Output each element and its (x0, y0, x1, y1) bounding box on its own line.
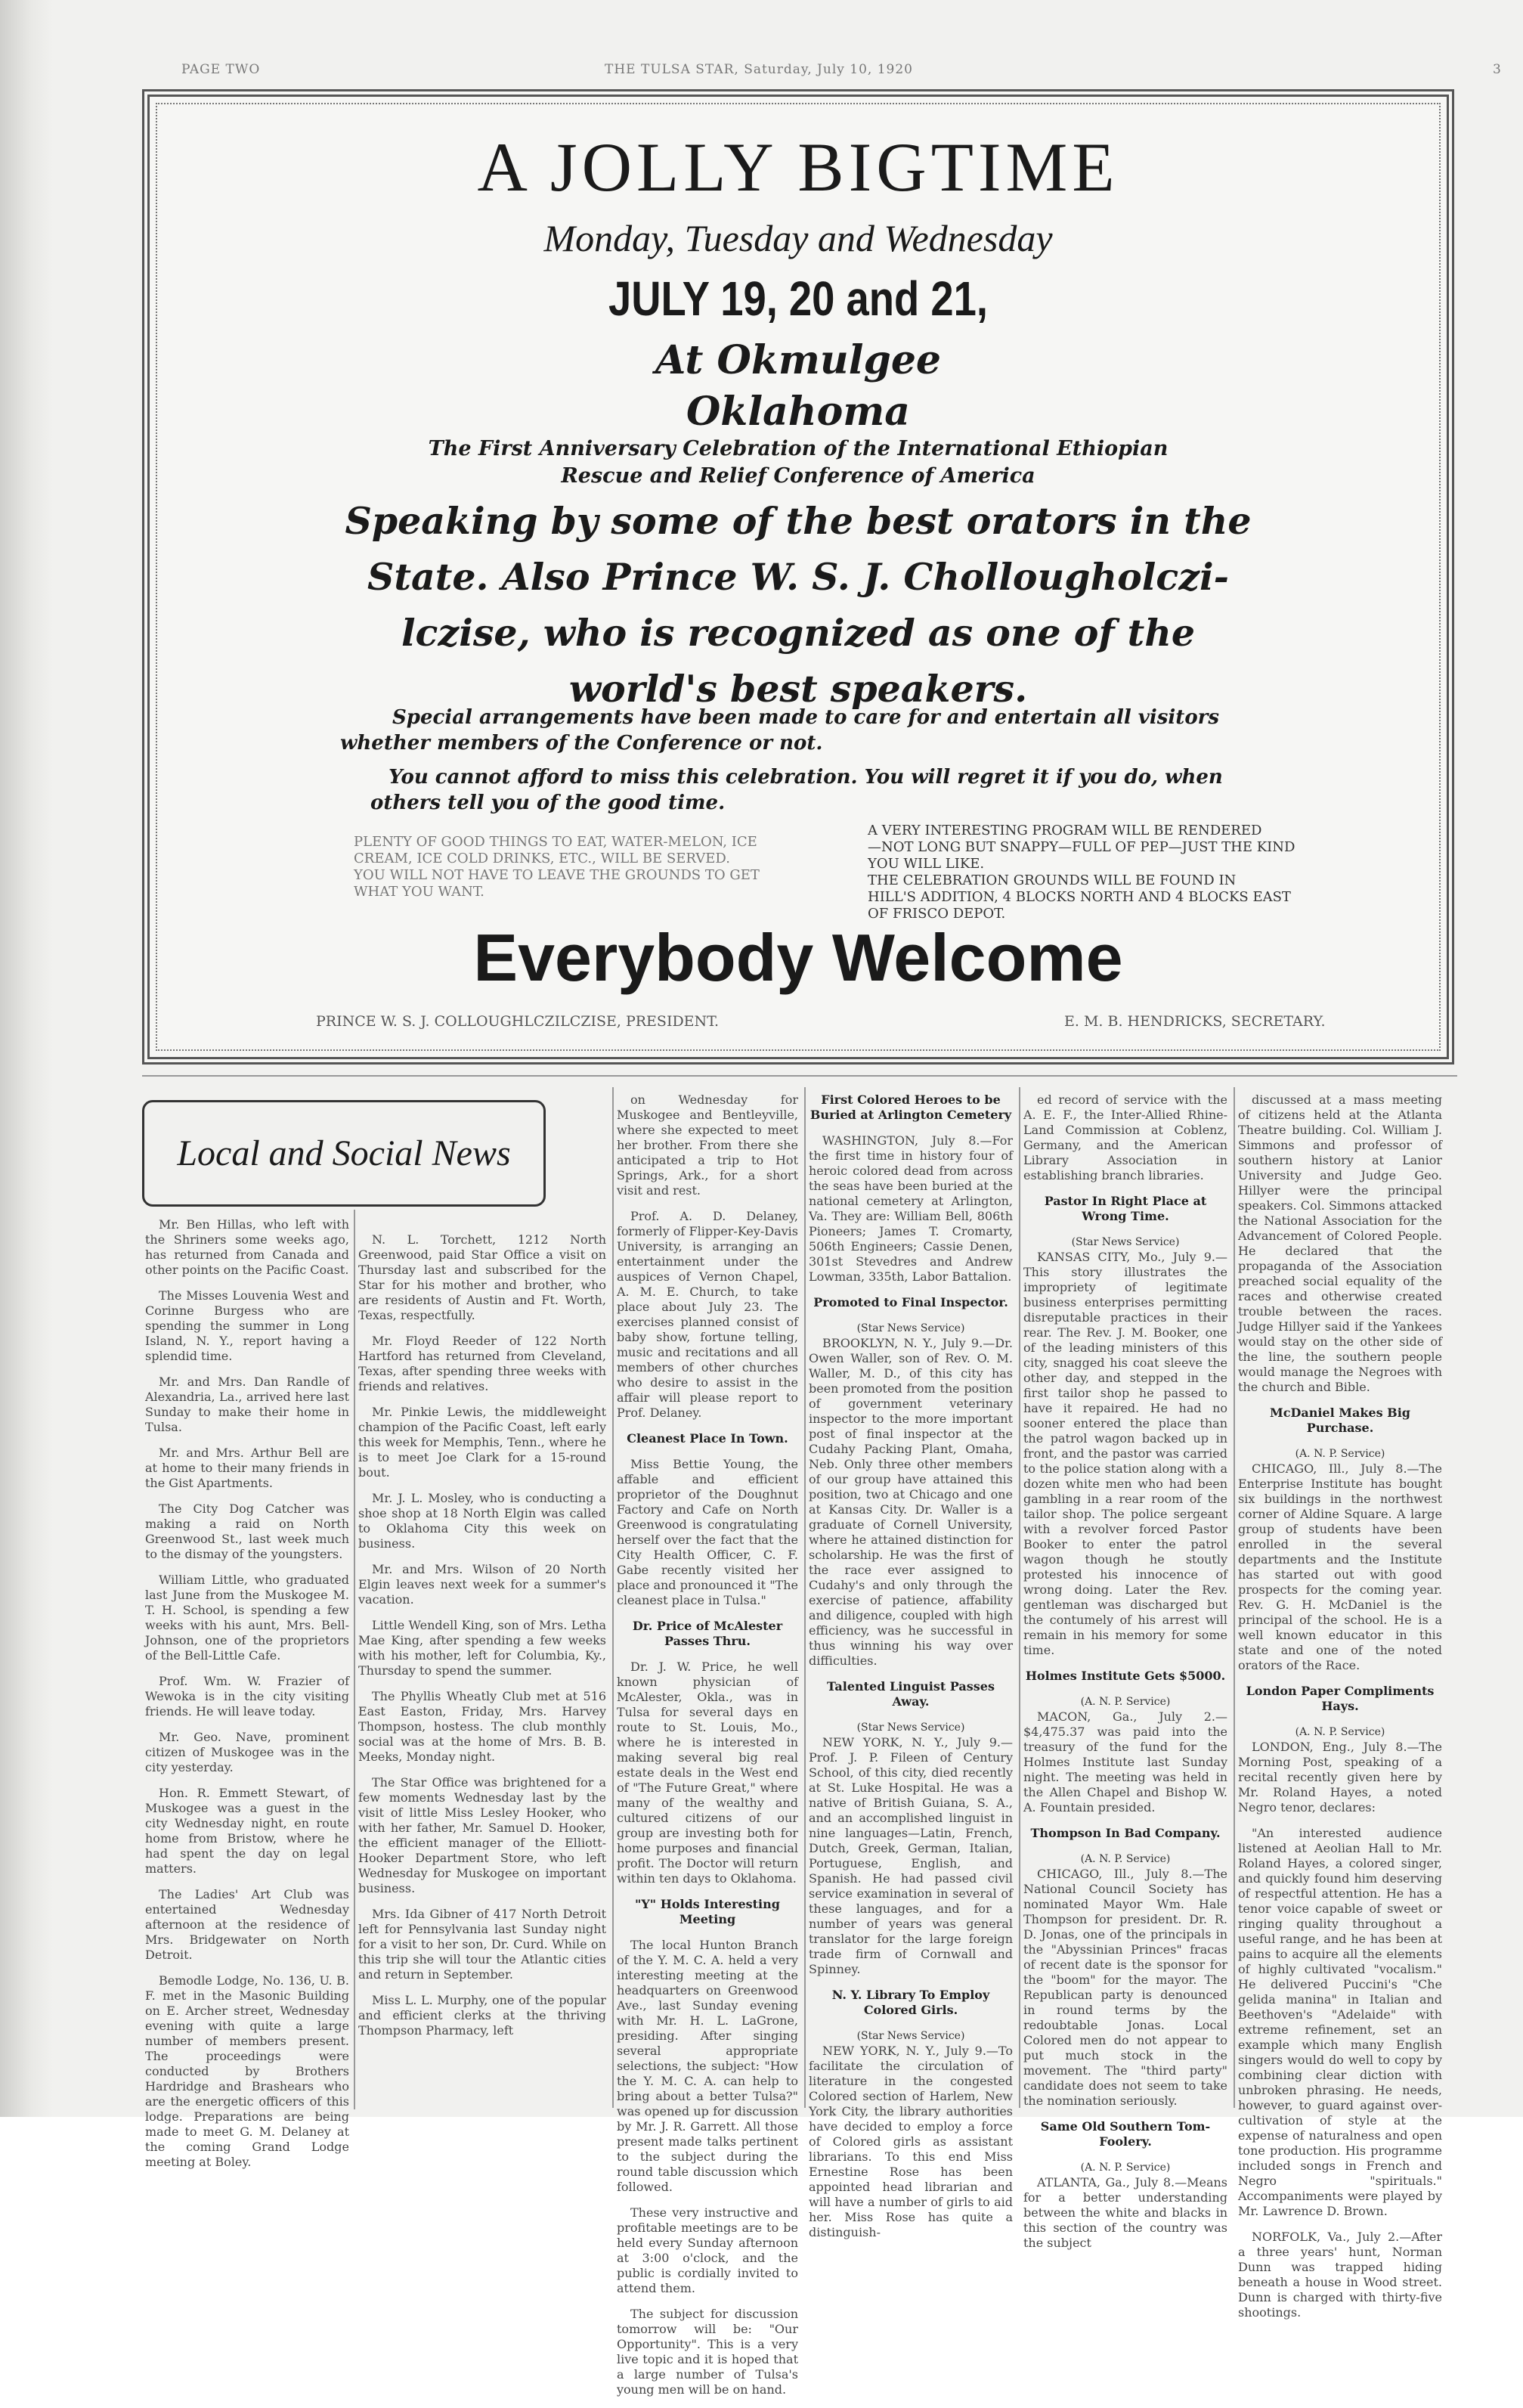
ad-occasion-line2: Rescue and Relief Conference of America (561, 464, 1035, 488)
article-paragraph: LONDON, Eng., July 8.—The Morning Post, speaking of a recital recently given here by Mr. Roland Hayes, a noted Negro tenor, declares: (1238, 1740, 1442, 1815)
article-paragraph: Mr. and Mrs. Wilson of 20 North Elgin leaves next week for a summer's vacation. (358, 1562, 606, 1607)
ad-speaking (150, 493, 1447, 717)
article-paragraph: NEW YORK, N. Y., July 9.—To facilitate the circulation of literature in the congested Colored section of Harlem, New York City, the library authorities have decided to employ a force of Colored girls as assistant librarians. To this end Miss Ernestine Rose has been appointed head librarian and will have a number of girls to aid her. Miss Rose has quite a distinguish- (809, 2044, 1013, 2239)
column-rule (1234, 1087, 1235, 2108)
ad-days: Monday, Tuesday and Wednesday (543, 217, 1053, 259)
article-paragraph: Mr. Geo. Nave, prominent citizen of Muskogee was in the city yesterday. (145, 1730, 349, 1774)
article-paragraph: CHICAGO, Ill., July 8.—The Enterprise Institute has bought six buildings in the northwest corner of Aldine Square. A large group of students have been enrolled in the several departments and the Institute has started out with good prospects for the coming year. Rev. G. H. McDaniel is the principal of the school. He is a well known educator in this state and one of the noted orators of the Race. (1238, 1461, 1442, 1672)
article-headline: N. Y. Library To Employ Colored Girls. (831, 1988, 990, 2017)
article-paragraph: Mr. J. L. Mosley, who is conducting a shoe shop at 18 North Elgin was called to Oklahoma City this week on business. (358, 1491, 606, 1551)
article-headline: London Paper Compliments Hays. (1246, 1684, 1435, 1713)
article-headline: Holmes Institute Gets $5000. (1025, 1669, 1226, 1683)
article-paragraph: The Star Office was brightened for a few moments Wednesday last by the visit of little Miss Lesley Hooker, who with her father, Mr. Samuel D. Hooker, the efficient manager of the Elliott-Hooker Department Store, who left Wednesday for Muskogee on important business. (358, 1775, 606, 1895)
article-headline: Cleanest Place In Town. (627, 1431, 788, 1446)
article-paragraph: Prof. A. D. Delaney, formerly of Flipper-Key-Davis University, is arranging an entertainment under the auspices of Vernon Chapel, A. M. E. Church, to take place about July 23. The exercises planned consist of baby show, fortune telling, music and recitations and all members of other churches who desire to assist in the affair will please report to Prof. Delaney. (617, 1209, 798, 1420)
column-rule (354, 1210, 355, 2109)
article-paragraph: on Wednesday for Muskogee and Bentleyville, where she expected to meet her brother. From there she anticipated a trip to Hot Springs, Ark., for a short visit and rest. (617, 1092, 798, 1198)
article-paragraph: ed record of service with the A. E. F., the Inter-Allied Rhine-Land Commission at Coblenz, Germany, and the American Library Association in establishing branch libraries. (1023, 1092, 1227, 1182)
article-paragraph: The Phyllis Wheatly Club met at 516 East Easton, Friday, Mrs. Harvey Thompson, hostess. The club monthly social was at the home of Mrs. B. B. Meeks, Monday night. (358, 1689, 606, 1764)
column-rule (804, 1087, 806, 2108)
news-service-credit: (Star News Service) (1071, 1236, 1180, 1248)
ad-speaking-line1: Speaking by some of the best orators in the (345, 499, 1252, 543)
article-paragraph: MACON, Ga., July 2.—$4,475.37 was paid into the treasury of the fund for the Holmes Institute last Sunday night. The meeting was held in the Allen Chapel and Bishop W. A. Fountain presided. (1023, 1709, 1227, 1815)
ad-program-line: YOU WILL LIKE. (868, 856, 985, 872)
news-column-5 (1023, 1092, 1227, 2261)
news-service-credit: (Star News Service) (856, 2030, 965, 2042)
article-paragraph: These very instructive and profitable meetings are to be held every Sunday afternoon at 3:00 o'clock, and the public is cordially invited to attend them. (617, 2205, 798, 2295)
ad-miss-line2: others tell you of the good time. (370, 792, 726, 814)
article-paragraph: BROOKLYN, N. Y., July 9.—Dr. Owen Waller, son of Rev. O. M. Waller, M. D., of this city has been promoted from the position of government veterinary inspector to the more important post of final inspector at the Cudahy Packing Plant, Omaha, Neb. Only three other members of our group have attained this position, two at Chicago and one at Kansas City. Dr. Waller is a graduate of Cornell University, where he attained distinction for scholarship. He was the first of the race ever assigned to Cudahy's and only through the exercise of patience, affability and diligence, coupled with high efficiency, was he successful in thus winning his way over difficulties. (809, 1336, 1013, 1668)
article-paragraph: William Little, who graduated last June from the Muskogee M. T. H. School, is spending a few weeks with his aunt, Mrs. Bell-Johnson, one of the proprietors of the Bell-Little Cafe. (145, 1573, 349, 1663)
article-headline: Talented Linguist Passes Away. (827, 1679, 995, 1709)
folio-page-number: PAGE TWO (181, 62, 261, 77)
news-service-credit: (A. N. P. Service) (1080, 1853, 1171, 1865)
ad-president: PRINCE W. S. J. COLLOUGHLCZILCZISE, PRESIDENT. (316, 1013, 720, 1030)
article-paragraph: WASHINGTON, July 8.—For the first time in history four of heroic colored dead from across the seas have been buried at the national cemetery at Arlington, Va. They are: William Bell, 806th Pioneers; James T. Cromarty, 506th Engineers; Cassie Denen, 301st Stevedres and Andrew Lowman, 335th, Labor Battalion. (809, 1133, 1013, 1284)
column-rule (612, 1087, 614, 2108)
ad-dates: JULY 19, 20 and 21, (608, 271, 989, 326)
article-paragraph: Bemodle Lodge, No. 136, U. B. F. met in the Masonic Building on E. Archer street, Wednesday evening with quite a large number of members present. The proceedings were conducted by Brothers Hardridge and Brashears who are the energetic officers of this lodge. Preparations are being made to meet G. M. Delaney at the coming Grand Lodge meeting at Boley. (145, 1973, 349, 2169)
article-paragraph: Little Wendell King, son of Mrs. Letha Mae King, after spending a few weeks with his mother, left for Columbia, Ky., Thursday to spend the summer. (358, 1618, 606, 1678)
article-paragraph: Mr. Pinkie Lewis, the middleweight champion of the Pacific Coast, left early this week for Memphis, Tenn., where he is to meet Joe Clark for a 15-round bout. (358, 1405, 606, 1480)
article-paragraph: Miss L. L. Murphy, one of the popular and efficient clerks at the thriving Thompson Pharmacy, left (358, 1993, 606, 2038)
column-rule (1019, 1087, 1020, 2108)
ad-miss-line1: You cannot afford to miss this celebration. You will regret it if you do, when (388, 766, 1223, 789)
article-paragraph: The Ladies' Art Club was entertained Wednesday afternoon at the residence of Mrs. Bridgewater on North Detroit. (145, 1887, 349, 1962)
ad-headline: A JOLLY BIGTIME (477, 129, 1119, 206)
article-headline: Thompson In Bad Company. (1030, 1826, 1221, 1840)
article-paragraph: "An interested audience listened at Aeolian Hall to Mr. Roland Hayes, a colored singer, and quickly found him deserving of respectful attention. He has a tenor voice capable of sweet or ringing quality throughout a useful range, and he has been at pains to acquire all the elements of highly cultivated "vocalism." He delivered Puccini's "Che gelida manina" in Italian and Beethoven's "Adelaide" with extreme refinement, set an example which many English singers would do well to copy by combining clear diction with unbroken phrasing. He needs, however, to guard against over-cultivation of style at the expense of naturalness and open tone production. His programme included songs in French and Negro "spirituals." Accompaniments were played by Mr. Lawrence D. Brown. (1238, 1826, 1442, 2218)
news-service-credit: (A. N. P. Service) (1080, 1696, 1171, 1708)
ad-secretary: E. M. B. HENDRICKS, SECRETARY. (1064, 1013, 1326, 1030)
article-paragraph: ATLANTA, Ga., July 8.—Means for a better understanding between the white and blacks in this section of the country was the subject (1023, 2175, 1227, 2250)
article-paragraph: The local Hunton Branch of the Y. M. C. A. held a very interesting meeting at the headquarters on Greenwood Ave., last Sunday evening with Mr. H. L. LaGrone, presiding. After singing several appropriate selections, the subject: "How the Y. M. C. A. can help to bring about a better Tulsa?" was opened up for discussion by Mr. J. R. Garrett. All those present made talks pertinent to the subject during the round table discussion which followed. (617, 1938, 798, 2194)
article-headline: McDaniel Makes Big Purchase. (1270, 1405, 1410, 1435)
article-headline: Same Old Southern Tom-Foolery. (1040, 2119, 1211, 2149)
article-headline: Dr. Price of McAlester Passes Thru. (632, 1619, 783, 1648)
folio-masthead: THE TULSA STAR, Saturday, July 10, 1920 (605, 62, 913, 77)
news-column-4 (809, 1092, 1013, 2251)
article-paragraph: Prof. Wm. W. Frazier of Wewoka is in the city visiting friends. He will leave today. (145, 1674, 349, 1718)
ad-program-line: —NOT LONG BUT SNAPPY—FULL OF PEP—JUST THE KIND (868, 839, 1295, 855)
news-service-credit: (A. N. P. Service) (1295, 1448, 1385, 1460)
article-headline: Promoted to Final Inspector. (813, 1295, 1008, 1309)
article-headline: "Y" Holds Interesting Meeting (635, 1897, 780, 1926)
ad-speaking-line4: world's best speakers. (568, 667, 1028, 711)
ad-program-line: HILL'S ADDITION, 4 BLOCKS NORTH AND 4 BLOCKS EAST (868, 889, 1291, 905)
ad-food-line: WHAT YOU WANT. (354, 884, 484, 900)
ad-special-line2: whether members of the Conference or not. (340, 732, 823, 755)
advertisement (142, 89, 1454, 1065)
folio-corner: 3 (1493, 62, 1502, 77)
ad-welcome: Everybody Welcome (473, 920, 1123, 995)
ad-food-line: YOU WILL NOT HAVE TO LEAVE THE GROUNDS TO GET (354, 867, 760, 883)
ad-occasion-line1: The First Anniversary Celebration of the International Ethiopian (428, 437, 1169, 460)
article-paragraph: Mr. Ben Hillas, who left with the Shriners some weeks ago, has returned from Canada and other points on the Pacific Coast. (145, 1217, 349, 1277)
article-paragraph: N. L. Torchett, 1212 North Greenwood, paid Star Office a visit on Thursday last and subscribed for the Star for his mother and brother, who are residents of Austin and Ft. Worth, Texas, respectfully. (358, 1232, 606, 1322)
ad-program-notice (868, 823, 1427, 922)
news-service-credit: (A. N. P. Service) (1295, 1726, 1385, 1738)
article-paragraph: NORFOLK, Va., July 2.—After a three years' hunt, Norman Dunn was trapped hiding beneath a house in Wood street. Dunn is charged with thirty-five shootings. (1238, 2230, 1442, 2320)
news-column-2 (358, 1232, 606, 2049)
ad-program-line: OF FRISCO DEPOT. (868, 906, 1006, 922)
article-paragraph: discussed at a mass meeting of citizens held at the Atlanta Theatre building. Col. William J. Simmons and professor of southern history at Lanior University and Judge Geo. Hillyer were the principal speakers. Col. Simmons attacked the National Association for the Advancement of Colored People. He declared that the propaganda of the Association preached social equality of the races and otherwise created trouble between the races. Judge Hillyer said if the Yankees would stay on the other side of the line, the southern people would manage the Negroes with the church and Bible. (1238, 1092, 1442, 1394)
article-paragraph: Dr. J. W. Price, he well known physician of McAlester, Okla., was in Tulsa for several days en route to St. Louis, Mo., where he is interested in making several big real estate deals in the West end of "The Future Great," where many of the wealthy and cultured citizens of our group are investing both for home purposes and financial profit. The Doctor will return within ten days to Oklahoma. (617, 1660, 798, 1886)
news-service-credit: (A. N. P. Service) (1080, 2162, 1171, 2174)
article-headline: Pastor In Right Place at Wrong Time. (1044, 1194, 1207, 1223)
local-news-banner (142, 1100, 546, 1207)
news-column-6 (1238, 1092, 1442, 2331)
article-paragraph: The City Dog Catcher was making a raid on North Greenwood St., last week much to the dismay of the youngsters. (145, 1502, 349, 1561)
ad-occasion (150, 435, 1447, 490)
ad-food-line: CREAM, ICE COLD DRINKS, ETC., WILL BE SERVED. (354, 851, 730, 866)
ad-place-state: Oklahoma (686, 389, 910, 435)
article-headline: First Colored Heroes to be Buried at Arlington Cemetery (809, 1092, 1012, 1122)
ad-speaking-line3: lczise, who is recognized as one of the (401, 611, 1196, 655)
article-paragraph: The Misses Louvenia West and Corinne Burgess who are spending the summer in Long Island, N. Y., report having a splendid time. (145, 1288, 349, 1363)
article-paragraph: Hon. R. Emmett Stewart, of Muskogee was a guest in the city Wednesday night, en route home from Bristow, where he had spent the day on legal matters. (145, 1786, 349, 1876)
news-service-credit: (Star News Service) (856, 1722, 965, 1734)
ad-place-city: At Okmulgee (655, 337, 941, 383)
article-paragraph: Mr. and Mrs. Arthur Bell are at home to their many friends in the Gist Apartments. (145, 1446, 349, 1490)
ad-program-line: A VERY INTERESTING PROGRAM WILL BE RENDERED (868, 823, 1262, 838)
ad-speaking-line2: State. Also Prince W. S. J. Chollougholczi- (367, 555, 1230, 599)
article-paragraph: The subject for discussion tomorrow will be: "Our Opportunity". This is a very live topic and it is hoped that a large number of Tulsa's young men will be on hand. (617, 2307, 798, 2397)
binding-edge (0, 0, 53, 2117)
ad-special-line1: Special arrangements have been made to care for and entertain all visitors (392, 706, 1219, 729)
article-paragraph: CHICAGO, Ill., July 8.—The National Council Society has nominated Mayor Wm. Hale Thompson for president. Dr. R. D. Jonas, one of the principals in the "Abyssinian Princes" fracas of recent date is the sponsor for the "boom" for the mayor. The Republican party is denounced in round terms by the redoubtable Jonas. Local Colored men do not appear to put much stock in the movement. The "third party" candidate does not seem to take the nomination seriously. (1023, 1867, 1227, 2108)
news-column-1 (145, 1217, 349, 2180)
article-paragraph: Mr. and Mrs. Dan Randle of Alexandria, La., arrived here last Sunday to make their home in Tulsa. (145, 1374, 349, 1434)
section-divider (142, 1075, 1457, 1077)
local-news-title: Local and Social News (177, 1133, 511, 1173)
article-paragraph: Mr. Floyd Reeder of 122 North Hartford has returned from Cleveland, Texas, after spending three weeks with friends and relatives. (358, 1334, 606, 1393)
news-service-credit: (Star News Service) (856, 1322, 965, 1334)
article-paragraph: Miss Bettie Young, the affable and efficient proprietor of the Doughnut Factory and Cafe on North Greenwood is congratulating herself over the fact that the City Health Officer, C. F. Gabe recently visited her place and pronounced it "The cleanest place in Tulsa." (617, 1457, 798, 1607)
article-paragraph: Mrs. Ida Gibner of 417 North Detroit left for Pennsylvania last Sunday night for a visit to her son, Dr. Curd. While on this trip she will tour the Atlantic cities and return in September. (358, 1907, 606, 1982)
article-paragraph: NEW YORK, N. Y., July 9.—Prof. J. P. Fileen of Century School, of this city, died recently at St. Luke Hospital. He was a native of British Guiana, S. A., and an accomplished linguist in nine languages—Latin, French, Dutch, Greek, German, Italian, Portuguese, English, and Spanish. He had passed civil service examination in several of these languages, and for a number of years was general translator for the large foreign trade firm of Cornwall and Spinney. (809, 1735, 1013, 1976)
ad-program-line: THE CELEBRATION GROUNDS WILL BE FOUND IN (868, 872, 1237, 888)
news-column-3 (617, 1092, 798, 2408)
ad-food-line: PLENTY OF GOOD THINGS TO EAT, WATER-MELON, ICE (354, 834, 757, 850)
ad-food-notice (354, 834, 822, 900)
article-paragraph: KANSAS CITY, Mo., July 9.—This story illustrates the impropriety of legitimate business enterprises permitting disreputable practices in their rear. The Rev. J. M. Booker, one of the leading ministers of this city, snagged his coat sleeve the other day, and stepped in the first tailor shop he passed to have it repaired. He had no sooner entered the place than the patrol wagon backed up in front, and the pastor was carried to the police station along with a dozen white men who had been gambling in a rear room of the tailor shop. The police sergeant with a revolver forced Pastor Booker to enter the patrol wagon though he stoutly protested his innocence of wrong doing. Later the Rev. gentleman was discharged but the contumely of his arrest will remain in his memory for some time. (1023, 1250, 1227, 1657)
